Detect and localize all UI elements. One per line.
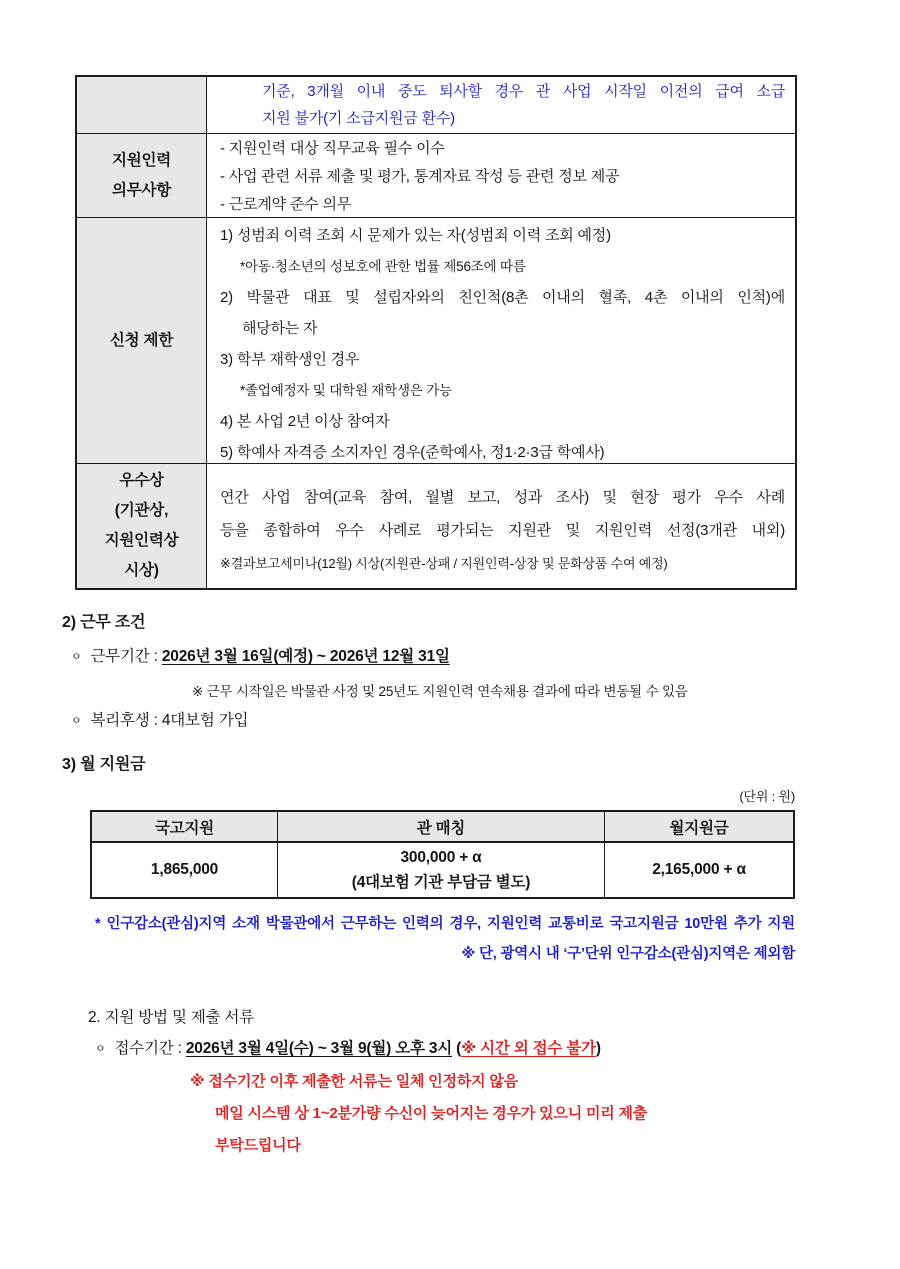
pay-table-header [92, 812, 793, 843]
restriction-item: 3) 학부 재학생인 경우 [220, 351, 360, 368]
cell-monthly: 2,165,000 + α [652, 861, 746, 878]
duty-item: - 지원인력 대상 직무교육 필수 이수 [220, 140, 445, 157]
table-row-awards [77, 463, 795, 588]
header-national: 국고지원 [92, 812, 278, 841]
row-label-duties: 지원인력 의무사항 [77, 134, 207, 217]
work-period-note: ※ 근무 시작일은 박물관 사정 및 25년도 지원인력 연속채용 결과에 따라 변동될 수 있음 [192, 684, 688, 699]
row-content [207, 464, 795, 588]
welfare-line [71, 708, 248, 730]
matching-note: (4대보험 기관 부담금 별도) [351, 874, 531, 891]
row-label-restrictions: 신청 제한 [77, 218, 207, 463]
work-period-label: 근무기간 : [90, 648, 162, 665]
circle-bullet: ㅇ [71, 650, 82, 663]
restriction-item: 1) 성범죄 이력 조회 시 문제가 있는 자(성범죄 이력 조회 예정) [220, 227, 611, 244]
circle-bullet: ㅇ [71, 714, 82, 727]
obligations-table [75, 75, 797, 590]
paren-close: ) [595, 1040, 601, 1057]
award-line: 등을 종합하여 우수 사례로 평가되는 지원관 및 지원인력 선정(3개관 내외) [220, 522, 785, 539]
restriction-item-wrap: 해당하는 자 [242, 320, 318, 337]
header-matching: 관 매칭 [278, 812, 605, 841]
blue-note-exception: ※ 단, 광역시 내 ‘구’단위 인구감소(관심)지역은 제외함 [461, 946, 795, 962]
award-line: 연간 사업 참여(교육 참여, 월별 보고, 성과 조사) 및 현장 평가 우수 사례 [220, 489, 785, 506]
row-label-empty [77, 77, 207, 133]
blue-clause-line: 기준, 3개월 이내 중도 퇴사할 경우 관 사업 시작일 이전의 급여 소급 [262, 83, 785, 100]
pay-table [90, 810, 795, 899]
cell-matching [278, 843, 605, 897]
restriction-item: 4) 본 사업 2년 이상 참여자 [220, 413, 390, 430]
cell-national: 1,865,000 [92, 843, 278, 897]
duty-item: - 근로계약 준수 의무 [220, 196, 352, 213]
duty-item: - 사업 관련 서류 제출 및 평가, 통계자료 작성 등 관련 정보 제공 [220, 168, 620, 185]
restriction-item: 2) 박물관 대표 및 설립자와의 친인척(8촌 이내의 혈족, 4촌 이내의 인척)에 [220, 289, 785, 306]
award-note: ※결과보고세미나(12월) 시상(지원관-상패 / 지원인력-상장 및 문화상품 수여 예정) [220, 556, 668, 571]
red-warning-line: 메일 시스템 상 1~2분가량 수신이 늦어지는 경우가 있으니 미리 제출 [215, 1105, 648, 1122]
table-row-duties [77, 133, 795, 217]
section-title-work-conditions: 2) 근무 조건 [62, 614, 146, 631]
red-warning-line: ※ 접수기간 이후 제출한 서류는 일체 인정하지 않음 [190, 1073, 518, 1090]
work-period-value: 2026년 3월 16일(예정) ~ 2026년 12월 31일 [161, 648, 450, 665]
table-row-continuation [77, 77, 795, 133]
blue-note-transport: * 인구감소(관심)지역 소재 박물관에서 근무하는 인력의 경우, 지원인력 교통비로 국고지원금 10만원 추가 지원 [95, 916, 795, 932]
pay-table-row [92, 843, 793, 897]
apply-period-line [95, 1036, 601, 1058]
row-label-awards: 우수상 (기관상, 지원인력상 시상) [77, 464, 207, 588]
table-row-restrictions [77, 217, 795, 463]
apply-period-value: 2026년 3월 4일(수) ~ 3월 9(월) 오후 3시 [185, 1040, 453, 1057]
row-content [207, 218, 795, 463]
work-period-line [71, 644, 450, 666]
circle-bullet: ㅇ [95, 1042, 106, 1055]
restriction-subnote: *졸업예정자 및 대학원 재학생은 가능 [240, 383, 452, 398]
paren-open: ( [452, 1040, 462, 1057]
section-title-apply: 2. 지원 방법 및 제출 서류 [88, 1009, 255, 1026]
matching-amount: 300,000 + α [400, 849, 482, 866]
row-content [207, 77, 795, 133]
welfare-label: 복리후생 : [90, 712, 162, 729]
unit-note: (단위 : 원) [739, 789, 795, 804]
blue-clause-line: 지원 불가(기 소급지원금 환수) [262, 110, 455, 127]
welfare-value: 4대보험 가입 [161, 712, 249, 729]
section-title-monthly-pay: 3) 월 지원금 [62, 756, 146, 773]
restriction-item: 5) 학예사 자격증 소지자인 경우(준학예사, 정1·2·3급 학예사) [220, 444, 605, 461]
red-warning-line: 부탁드립니다 [215, 1137, 301, 1154]
restriction-subnote: *아동·청소년의 성보호에 관한 법률 제56조에 따름 [240, 259, 526, 274]
row-content [207, 134, 795, 217]
apply-warning: ※ 시간 외 접수 불가 [461, 1040, 596, 1057]
header-monthly: 월지원금 [669, 819, 729, 837]
apply-period-label: 접수기간 : [114, 1040, 186, 1057]
